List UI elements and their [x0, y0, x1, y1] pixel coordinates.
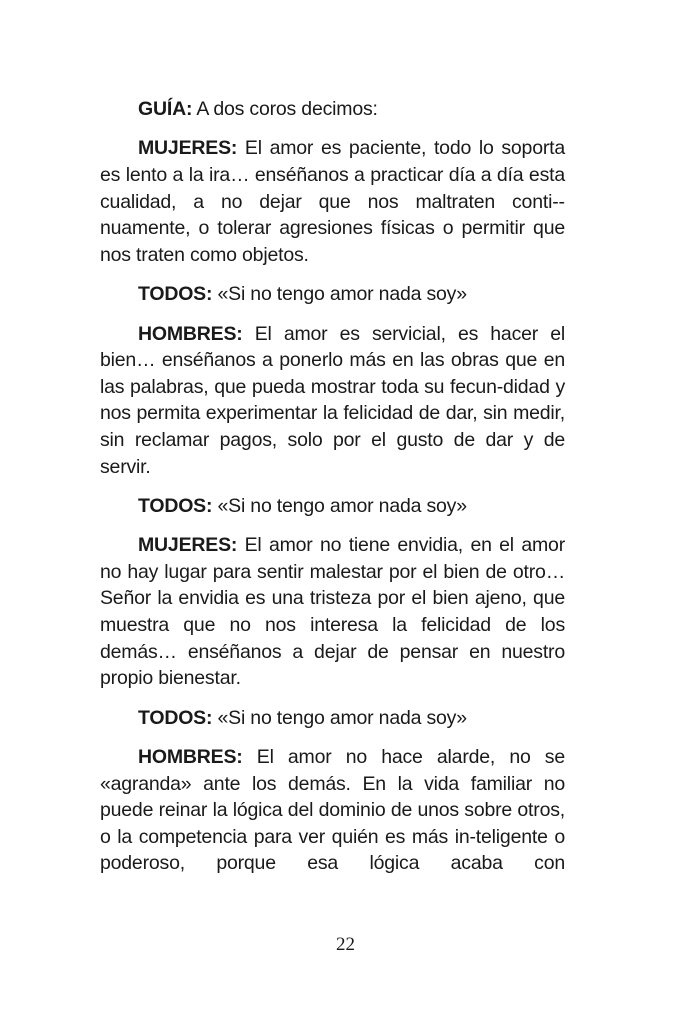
- paragraph-text: A dos coros decimos:: [192, 98, 378, 120]
- paragraph-text: «Si no tengo amor nada soy»: [212, 706, 467, 729]
- speaker-label: TODOS:: [138, 494, 213, 517]
- speaker-label: HOMBRES:: [138, 746, 243, 769]
- page-number: 22: [336, 934, 355, 955]
- paragraph-mujeres: [100, 135, 565, 268]
- speaker-label: TODOS:: [138, 706, 213, 729]
- speaker-label: TODOS:: [138, 283, 213, 306]
- paragraph-hombres: [100, 321, 565, 481]
- paragraph-mujeres: [100, 532, 565, 692]
- paragraph-todos: [100, 493, 565, 520]
- paragraph-text: El amor no tiene envidia, en el amor no hay lugar para sentir malestar por el bien de otro… Señor la envidia es una tristeza por el bien ajeno, que muestra que no nos interesa la felicidad de los demás… enséñanos a dejar de pensar en nuestro propio bienestar.: [100, 534, 565, 690]
- text-body: [100, 96, 565, 890]
- paragraph-text: «Si no tengo amor nada soy»: [212, 494, 467, 517]
- paragraph-text: El amor es paciente, todo lo soporta es lento a la ira… enséñanos a practicar día a día esta cualidad, a no dejar que nos maltraten conti-nuamente, o tolerar agresiones físicas o permitir que nos traten como objetos.: [100, 137, 565, 266]
- paragraph-text: El amor no hace alarde, no se «agranda» ante los demás. En la vida familiar no puede reinar la lógica del dominio de unos sobre otros, o la competencia para ver quién es más in-teligente o poderoso, porque esa lógica acaba con: [100, 746, 565, 875]
- paragraph-todos: [100, 705, 565, 732]
- paragraph-todos: [100, 281, 565, 308]
- paragraph-guia: [100, 96, 565, 123]
- paragraph-text: El amor es servicial, es hacer el bien… enséñanos a ponerlo más en las obras que en las palabras, que pueda mostrar toda su fecun-didad y nos permita experimentar la felicidad de dar, sin medir, sin reclamar pagos, solo por el gusto de dar y de servir.: [100, 322, 565, 478]
- speaker-label: MUJERES:: [138, 137, 238, 160]
- paragraph-text: «Si no tengo amor nada soy»: [212, 283, 467, 306]
- speaker-label: GUÍA:: [138, 98, 193, 120]
- paragraph-hombres: [100, 744, 565, 877]
- speaker-label: MUJERES:: [138, 534, 238, 557]
- speaker-label: HOMBRES:: [138, 322, 243, 345]
